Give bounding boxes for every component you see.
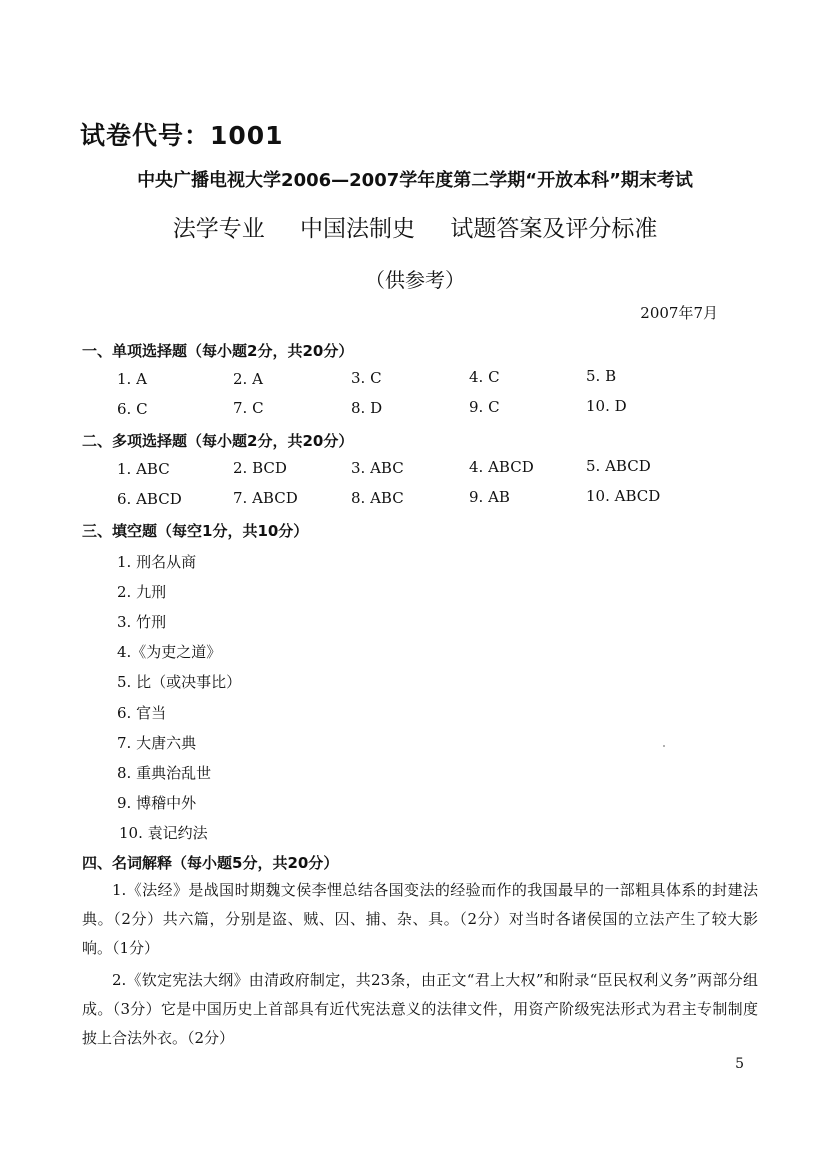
answer-item: 4. ABCD xyxy=(469,458,534,476)
term-paragraph: 2.《钦定宪法大纲》由清政府制定，共23条，由正文“君上大权”和附录“臣民权利义务”两部分组成。（3分）它是中国历史上首部具有近代宪法意义的法律文件，用资产阶级宪法形式为君主专制制度披上合法外衣。（2分） xyxy=(82,971,758,1047)
fill-item: 8. 重典治乱世 xyxy=(117,764,212,782)
exam-date: 2007年7月 xyxy=(640,304,718,322)
term-paragraph: 1.《法经》是战国时期魏文侯李悝总结各国变法的经验而作的我国最早的一部粗具体系的封建法典。（2分）共六篇，分别是盗、贼、囚、捕、杂、具。（2分）对当时各诸侯国的立法产生了较大影响。（1分） xyxy=(82,881,758,957)
answer-item: 1. ABC xyxy=(117,460,170,478)
answer-item: 9. C xyxy=(469,398,500,416)
answer-item: 8. ABC xyxy=(351,489,404,507)
answer-item: 7. C xyxy=(233,399,264,417)
answer-item: 8. D xyxy=(351,399,383,417)
page-number: 5 xyxy=(735,1056,744,1072)
section-2-heading: 二、多项选择题（每小题2分，共20分） xyxy=(82,432,354,450)
answer-item: 10. D xyxy=(586,397,627,415)
answer-item: 5. ABCD xyxy=(586,457,651,475)
university-exam-title: 中央广播电视大学2006—2007学年度第二学期“开放本科”期末考试 xyxy=(137,170,693,191)
answer-item: 7. ABCD xyxy=(233,489,298,507)
section-1-heading: 一、单项选择题（每小题2分，共20分） xyxy=(82,342,354,360)
answer-item: 10. ABCD xyxy=(586,487,661,505)
section-4-heading: 四、名词解释（每小题5分，共20分） xyxy=(82,854,339,872)
scan-speck xyxy=(663,745,665,747)
section-3-heading: 三、填空题（每空1分，共10分） xyxy=(82,522,309,540)
answer-item: 2. A xyxy=(233,370,263,388)
fill-item: 6. 官当 xyxy=(117,704,167,722)
answer-item: 6. ABCD xyxy=(117,490,182,508)
answer-item: 6. C xyxy=(117,400,148,418)
document-title xyxy=(0,210,830,243)
fill-item: 1. 刑名从商 xyxy=(117,553,197,571)
fill-item: 2. 九刑 xyxy=(117,583,167,601)
fill-item: 9. 博稽中外 xyxy=(117,794,197,812)
answer-item: 3. ABC xyxy=(351,459,404,477)
paper-code: 试卷代号：1001 xyxy=(80,121,284,150)
answer-item: 1. A xyxy=(117,370,147,388)
answer-item: 4. C xyxy=(469,368,500,386)
reference-note: （供参考） xyxy=(365,268,465,292)
title-doc: 试题答案及评分标准 xyxy=(450,216,658,242)
fill-item: 3. 竹刑 xyxy=(117,613,167,631)
title-major: 法学专业 xyxy=(172,216,265,242)
answer-item: 3. C xyxy=(351,369,382,387)
fill-item: 5. 比（或决事比） xyxy=(117,673,242,691)
fill-item: 7. 大唐六典 xyxy=(117,734,197,752)
title-course: 中国法制史 xyxy=(300,216,415,242)
fill-item: 10. 袁记约法 xyxy=(119,824,208,842)
answer-item: 2. BCD xyxy=(233,459,287,477)
answer-item: 5. B xyxy=(586,367,617,385)
term-explanations xyxy=(82,876,758,1053)
answer-item: 9. AB xyxy=(469,488,510,506)
fill-item: 4.《为吏之道》 xyxy=(117,643,222,661)
